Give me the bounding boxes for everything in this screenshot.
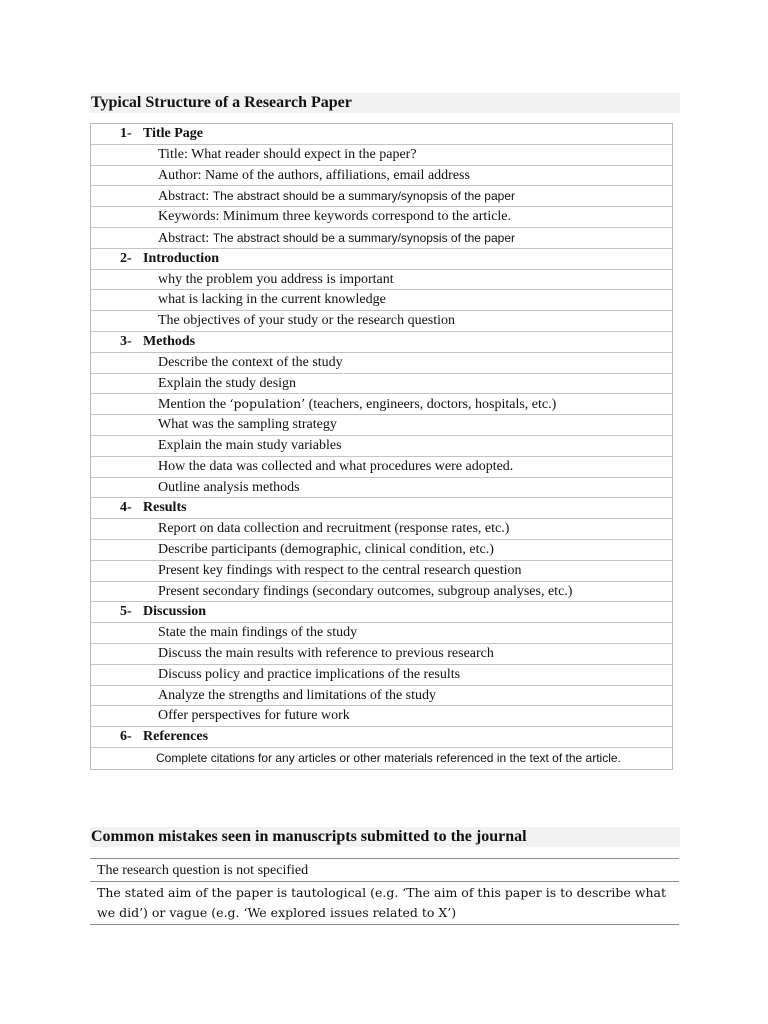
- section-header: [91, 498, 672, 519]
- list-item: State the main findings of the study: [91, 623, 672, 644]
- list-item: Explain the main study variables: [91, 436, 672, 457]
- list-item: Outline analysis methods: [91, 478, 672, 499]
- mistake-row: The research question is not specified: [90, 859, 679, 882]
- item-label: Abstract:: [158, 189, 210, 205]
- section-title: Discussion: [143, 604, 207, 620]
- list-item: Present secondary findings (secondary outcomes, subgroup analyses, etc.): [91, 582, 672, 603]
- section-number: 1-: [120, 126, 132, 141]
- structure-table: [90, 123, 673, 770]
- list-item: How the data was collected and what procedures were adopted.: [91, 457, 672, 478]
- item-text-end: (teachers, engineers, doctors, hospitals, etc.): [305, 397, 557, 413]
- item-text: The abstract should be a summary/synopsis of the paper: [212, 230, 515, 245]
- list-item: [91, 394, 672, 415]
- section-number: 4-: [120, 500, 132, 516]
- item-text-start: Mention the: [158, 397, 230, 413]
- section-title: Introduction: [143, 250, 219, 266]
- section-title: Methods: [143, 333, 196, 349]
- list-item: [91, 228, 672, 249]
- list-item: Discuss the main results with reference to previous research: [91, 644, 672, 665]
- section-number: 2-: [120, 250, 132, 266]
- section-title: References: [143, 729, 209, 745]
- list-item: Complete citations for any articles or other materials referenced in the text of the article.: [156, 750, 621, 765]
- section-number: 3-: [120, 333, 132, 349]
- list-item: Present key findings with respect to the central research question: [91, 561, 672, 582]
- list-item: Explain the study design: [91, 374, 672, 395]
- list-item: The objectives of your study or the research question: [91, 311, 672, 332]
- list-item: Discuss policy and practice implications of the results: [91, 665, 672, 686]
- list-item: Keywords: Minimum three keywords correspond to the article.: [91, 207, 672, 228]
- mistakes-table: [90, 858, 679, 925]
- list-item: Offer perspectives for future work: [91, 706, 672, 727]
- section-number: 6-: [120, 729, 132, 745]
- list-item: why the problem you address is important: [91, 270, 672, 291]
- list-item: Analyze the strengths and limitations of the study: [91, 686, 672, 707]
- section-header: [91, 727, 672, 748]
- list-item: Author: Name of the authors, affiliations, email address: [91, 166, 672, 187]
- section-header: [91, 602, 672, 623]
- item-text-quoted: ‘population’: [229, 396, 306, 412]
- section-header: [91, 249, 672, 270]
- section-header: [91, 124, 672, 145]
- section-number: 5-: [120, 604, 132, 620]
- list-item: [91, 186, 672, 207]
- section-title: Title Page: [143, 126, 204, 141]
- list-item: what is lacking in the current knowledge: [91, 290, 672, 311]
- list-item: Report on data collection and recruitment (response rates, etc.): [91, 519, 672, 540]
- mistake-row: The stated aim of the paper is tautological (e.g. ‘The aim of this paper is to describe what we did’) or vague (e.g. ‘We explored issues related to X’): [90, 882, 679, 925]
- list-item: Title: What reader should expect in the paper?: [91, 145, 672, 166]
- item-text: The abstract should be a summary/synopsis of the paper: [212, 189, 515, 204]
- mistakes-heading: Common mistakes seen in manuscripts submitted to the journal: [90, 827, 680, 847]
- list-item: What was the sampling strategy: [91, 415, 672, 436]
- list-item: Describe participants (demographic, clinical condition, etc.): [91, 540, 672, 561]
- section-header: [91, 332, 672, 353]
- structure-heading: Typical Structure of a Research Paper: [90, 93, 680, 113]
- section-title: Results: [143, 500, 187, 516]
- item-label: Abstract:: [158, 230, 210, 246]
- list-item: Describe the context of the study: [91, 353, 672, 374]
